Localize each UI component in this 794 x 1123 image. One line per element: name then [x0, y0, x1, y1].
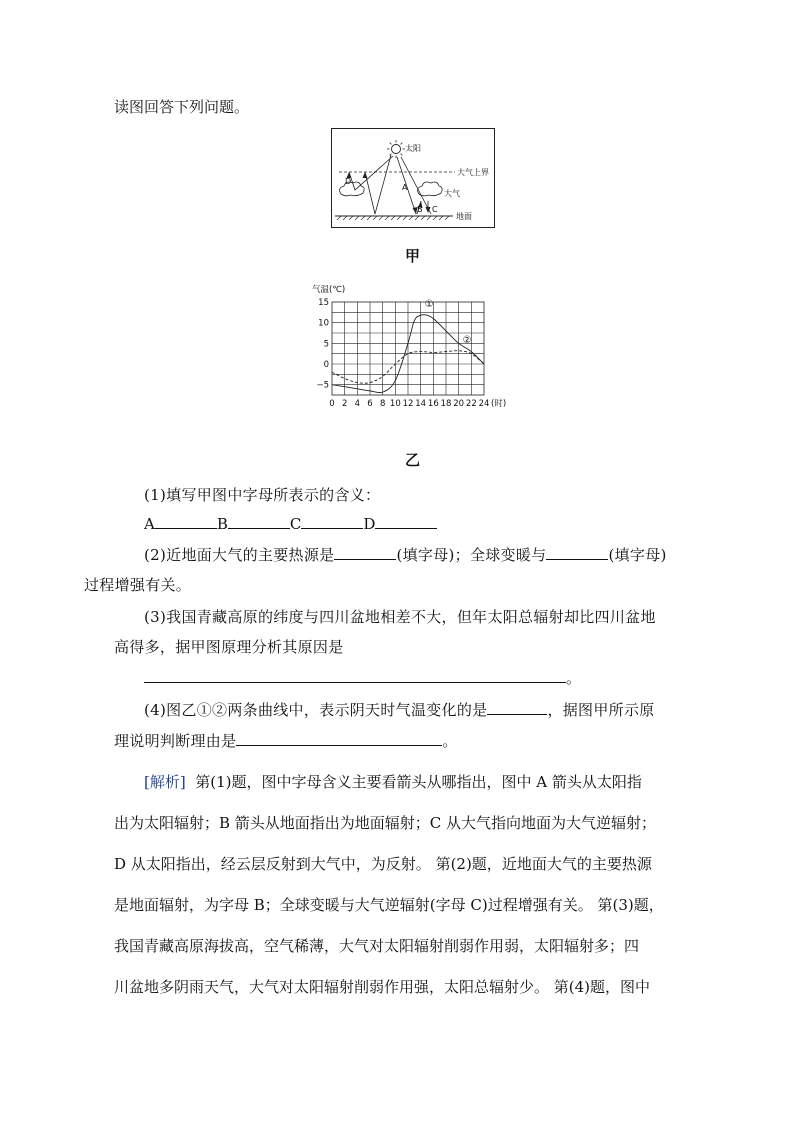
figure-jia-diagram — [331, 128, 495, 228]
q1-label-d: D — [363, 515, 376, 533]
q1-blank-d[interactable] — [375, 514, 437, 529]
x-tick-label: 0 — [329, 399, 335, 409]
analysis-block — [114, 762, 686, 1008]
analysis-line — [114, 762, 686, 803]
question-3 — [114, 602, 684, 632]
atmosphere-top-label: 大气上界 — [457, 168, 489, 177]
letter-a: A — [402, 183, 408, 192]
x-tick-label: 6 — [367, 399, 373, 409]
analysis-line-text: 第(1)题，图中字母含义主要看箭头从哪指出，图中 A 箭头从太阳指 — [195, 773, 642, 791]
q4-part2: ，据图甲所示原 — [547, 701, 655, 719]
x-tick-label: 14 — [415, 399, 427, 409]
q4-blank-2[interactable] — [236, 731, 442, 746]
y-tick-label: 0 — [323, 360, 329, 370]
q2-part1: (2)近地面大气的主要热源是 — [144, 546, 335, 564]
intro-text: 读图回答下列问题。 — [114, 98, 250, 116]
x-tick-label: 12 — [402, 399, 414, 409]
x-tick-label: 22 — [465, 399, 477, 409]
letter-c: C — [432, 205, 438, 214]
question-4-line2 — [114, 726, 684, 756]
chart-grid — [332, 302, 484, 395]
chart-ylabel: 气温(℃) — [312, 285, 346, 295]
y-tick-label: 5 — [323, 339, 329, 350]
q3-line1: (3)我国青藏高原的纬度与四川盆地相差不大，但年太阳总辐射却比四川盆地 — [144, 608, 656, 626]
chart-y-ticks — [316, 298, 329, 391]
x-tick-label: 18 — [440, 399, 452, 409]
figure-yi-label: 乙 — [405, 451, 421, 469]
q3-line2: 高得多，据甲图原理分析其原因是 — [114, 638, 344, 656]
sun-label: 太阳 — [405, 144, 421, 153]
atmosphere-label: 大气 — [444, 189, 460, 198]
q2-blank-1[interactable] — [334, 545, 396, 560]
question-2 — [84, 540, 684, 600]
question-4 — [114, 695, 684, 725]
q1-blanks — [144, 511, 437, 537]
ground-label: 地面 — [456, 212, 472, 221]
analysis-line: 是地面辐射，为字母 B；全球变暖与大气逆辐射(字母 C)过程增强有关。 第(3)题， — [114, 896, 664, 914]
x-tick-label: 8 — [379, 399, 386, 409]
q4-blank-1[interactable] — [487, 700, 547, 715]
x-tick-label: 4 — [354, 399, 361, 409]
analysis-tag: [解析] — [144, 773, 186, 791]
x-tick-label: 10 — [389, 399, 401, 409]
analysis-line: 我国青藏高原海拔高，空气稀薄，大气对太阳辐射削弱作用弱，太阳辐射多；四 — [114, 937, 640, 955]
temperature-chart — [308, 282, 528, 432]
series-label-2: ② — [462, 334, 472, 346]
question-1 — [114, 480, 684, 510]
series-label-1: ① — [424, 299, 434, 311]
analysis-line: 川盆地多阴雨天气，大气对太阳辐射削弱作用强，太阳总辐射少。 第(4)题，图中 — [114, 978, 651, 996]
y-tick-label: 15 — [318, 298, 329, 308]
q1-blank-b[interactable] — [228, 514, 290, 529]
q1-label-c: C — [289, 515, 302, 533]
figure-yi-chart — [308, 282, 528, 432]
analysis-line: D 从太阳指出，经云层反射到大气中，为反射。 第(2)题，近地面大气的主要热源 — [114, 855, 652, 873]
q3-end: 。 — [566, 669, 582, 687]
q1-text: (1)填写甲图中字母所表示的含义： — [144, 486, 381, 504]
q2-part4: 过程增强有关。 — [84, 576, 192, 594]
q1-label-a: A — [144, 515, 155, 533]
x-tick-label: 2 — [341, 399, 348, 409]
analysis-line: 出为太阳辐射；B 箭头从地面指出为地面辐射；C 从大气指向地面为大气逆辐射； — [114, 814, 657, 832]
q4-part1: (4)图乙①②两条曲线中，表示阴天时气温变化的是 — [144, 701, 488, 719]
q2-part2: (填字母)；全球变暖与 — [396, 546, 547, 564]
q2-part3: (填字母) — [608, 546, 667, 564]
x-tick-label: 16 — [427, 399, 439, 409]
x-tick-label: 20 — [453, 399, 465, 409]
q3-answer-line — [144, 666, 581, 690]
q4-part3: 理说明判断理由是 — [114, 732, 237, 750]
q3-blank[interactable] — [144, 668, 566, 683]
chart-xlabel: (时) — [491, 399, 507, 409]
chart-x-ticks — [329, 399, 489, 409]
q1-label-b: B — [216, 515, 228, 533]
q4-end: 。 — [442, 732, 458, 750]
letter-b: B — [417, 205, 423, 214]
letter-d: D — [345, 177, 352, 186]
y-tick-label: 10 — [318, 318, 329, 329]
question-3-line2 — [114, 632, 684, 662]
q1-blank-a[interactable] — [155, 514, 217, 529]
q2-blank-2[interactable] — [546, 545, 608, 560]
figure-jia-label: 甲 — [405, 247, 421, 265]
x-tick-label: 24 — [478, 399, 490, 409]
q1-blank-c[interactable] — [301, 514, 363, 529]
y-tick-label: −5 — [316, 380, 329, 391]
